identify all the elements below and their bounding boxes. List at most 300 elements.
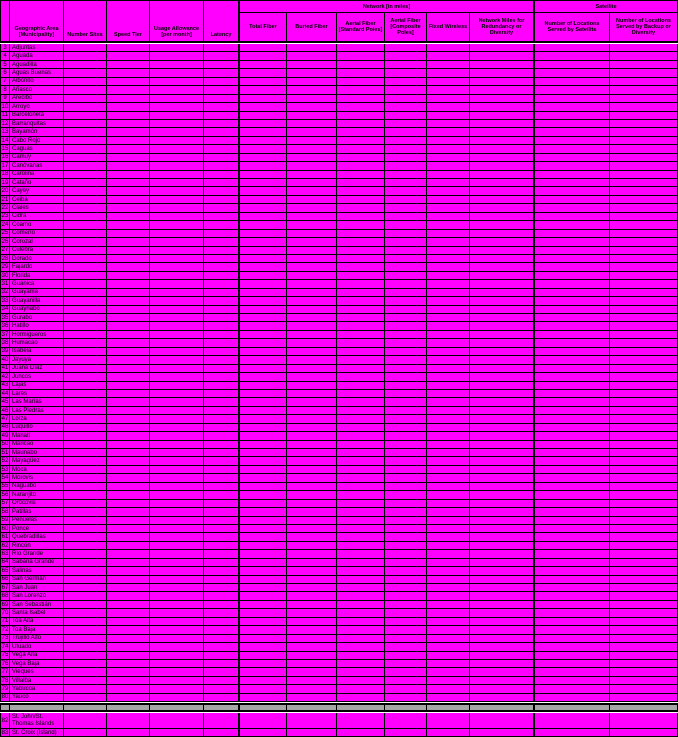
data-cell[interactable]: [337, 145, 385, 152]
data-cell[interactable]: [610, 263, 678, 270]
data-cell[interactable]: [204, 348, 240, 355]
municipality-cell[interactable]: Gurabo: [10, 314, 64, 321]
data-cell[interactable]: [204, 415, 240, 422]
data-cell[interactable]: [287, 584, 337, 591]
data-cell[interactable]: [427, 635, 470, 642]
data-cell[interactable]: [204, 652, 240, 659]
data-cell[interactable]: [427, 95, 470, 102]
data-cell[interactable]: [107, 78, 150, 85]
data-cell[interactable]: [610, 69, 678, 76]
data-cell[interactable]: [535, 221, 610, 228]
data-cell[interactable]: [470, 601, 535, 608]
data-cell[interactable]: [610, 415, 678, 422]
data-cell[interactable]: [240, 137, 287, 144]
data-cell[interactable]: [385, 238, 427, 245]
row-number-cell[interactable]: 47: [1, 415, 9, 422]
data-cell[interactable]: [427, 112, 470, 119]
data-cell[interactable]: [610, 247, 678, 254]
data-cell[interactable]: [287, 415, 337, 422]
data-cell[interactable]: [204, 474, 240, 481]
data-cell[interactable]: [64, 533, 107, 540]
data-cell[interactable]: [470, 382, 535, 389]
data-cell[interactable]: [64, 705, 107, 710]
data-cell[interactable]: [610, 668, 678, 675]
data-cell[interactable]: [385, 415, 427, 422]
data-cell[interactable]: [204, 432, 240, 439]
data-cell[interactable]: [150, 297, 204, 304]
data-cell[interactable]: [470, 550, 535, 557]
row-number-cell[interactable]: 21: [1, 196, 9, 203]
data-cell[interactable]: [204, 297, 240, 304]
data-cell[interactable]: [535, 103, 610, 110]
data-cell[interactable]: [385, 373, 427, 380]
data-cell[interactable]: [150, 592, 204, 599]
row-number-cell[interactable]: 26: [1, 238, 9, 245]
data-cell[interactable]: [204, 314, 240, 321]
data-cell[interactable]: [470, 466, 535, 473]
data-cell[interactable]: [240, 322, 287, 329]
data-cell[interactable]: [610, 592, 678, 599]
data-cell[interactable]: [610, 729, 678, 736]
data-cell[interactable]: [150, 618, 204, 625]
data-cell[interactable]: [64, 145, 107, 152]
column-header-speed_tier[interactable]: Speed Tier: [107, 1, 150, 41]
data-cell[interactable]: [610, 398, 678, 405]
data-cell[interactable]: [240, 705, 287, 710]
data-cell[interactable]: [287, 517, 337, 524]
data-cell[interactable]: [64, 44, 107, 51]
data-cell[interactable]: [385, 449, 427, 456]
data-cell[interactable]: [337, 162, 385, 169]
municipality-cell[interactable]: Orocovis: [10, 500, 64, 507]
data-cell[interactable]: [287, 407, 337, 414]
data-cell[interactable]: [150, 187, 204, 194]
municipality-cell[interactable]: Aguas Buenas: [10, 69, 64, 76]
data-cell[interactable]: [150, 382, 204, 389]
data-cell[interactable]: [240, 238, 287, 245]
data-cell[interactable]: [337, 137, 385, 144]
data-cell[interactable]: [470, 407, 535, 414]
data-cell[interactable]: [240, 120, 287, 127]
data-cell[interactable]: [610, 306, 678, 313]
data-cell[interactable]: [610, 78, 678, 85]
data-cell[interactable]: [287, 204, 337, 211]
data-cell[interactable]: [150, 407, 204, 414]
row-number-cell[interactable]: 61: [1, 534, 9, 541]
data-cell[interactable]: [337, 78, 385, 85]
data-cell[interactable]: [204, 407, 240, 414]
data-cell[interactable]: [385, 729, 427, 736]
data-cell[interactable]: [150, 120, 204, 127]
municipality-cell[interactable]: Guayama: [10, 289, 64, 296]
data-cell[interactable]: [240, 171, 287, 178]
data-cell[interactable]: [204, 247, 240, 254]
data-cell[interactable]: [427, 120, 470, 127]
data-cell[interactable]: [240, 601, 287, 608]
data-cell[interactable]: [427, 196, 470, 203]
municipality-cell[interactable]: Comerío: [10, 230, 64, 237]
data-cell[interactable]: [287, 196, 337, 203]
row-number-cell[interactable]: 50: [1, 441, 9, 448]
data-cell[interactable]: [427, 373, 470, 380]
municipality-cell[interactable]: Isabela: [10, 348, 64, 355]
data-cell[interactable]: [287, 221, 337, 228]
data-cell[interactable]: [107, 592, 150, 599]
data-cell[interactable]: [204, 483, 240, 490]
row-number-cell[interactable]: 71: [1, 618, 9, 625]
data-cell[interactable]: [535, 162, 610, 169]
data-cell[interactable]: [204, 705, 240, 710]
data-cell[interactable]: [427, 677, 470, 684]
data-cell[interactable]: [427, 162, 470, 169]
data-cell[interactable]: [470, 365, 535, 372]
data-cell[interactable]: [470, 263, 535, 270]
data-cell[interactable]: [150, 517, 204, 524]
data-cell[interactable]: [535, 601, 610, 608]
data-cell[interactable]: [610, 61, 678, 68]
data-cell[interactable]: [240, 559, 287, 566]
data-cell[interactable]: [64, 187, 107, 194]
data-cell[interactable]: [64, 609, 107, 616]
row-number-cell[interactable]: 74: [1, 643, 9, 650]
data-cell[interactable]: [427, 238, 470, 245]
data-cell[interactable]: [107, 432, 150, 439]
data-cell[interactable]: [385, 179, 427, 186]
data-cell[interactable]: [107, 154, 150, 161]
data-cell[interactable]: [204, 601, 240, 608]
data-cell[interactable]: [150, 230, 204, 237]
data-cell[interactable]: [385, 263, 427, 270]
data-cell[interactable]: [64, 398, 107, 405]
data-cell[interactable]: [204, 120, 240, 127]
row-number-cell[interactable]: 58: [1, 508, 9, 515]
data-cell[interactable]: [240, 289, 287, 296]
data-cell[interactable]: [610, 272, 678, 279]
data-cell[interactable]: [610, 525, 678, 532]
data-cell[interactable]: [535, 660, 610, 667]
data-cell[interactable]: [427, 525, 470, 532]
data-cell[interactable]: [240, 567, 287, 574]
column-header-municipality[interactable]: Geographic Area [Municipality]: [10, 1, 64, 41]
data-cell[interactable]: [385, 171, 427, 178]
data-cell[interactable]: [107, 415, 150, 422]
municipality-cell[interactable]: San Juan: [10, 584, 64, 591]
data-cell[interactable]: [610, 154, 678, 161]
data-cell[interactable]: [385, 390, 427, 397]
municipality-cell[interactable]: Peñuelas: [10, 517, 64, 524]
data-cell[interactable]: [427, 592, 470, 599]
data-cell[interactable]: [287, 306, 337, 313]
data-cell[interactable]: [64, 356, 107, 363]
data-cell[interactable]: [610, 179, 678, 186]
row-number-cell[interactable]: 53: [1, 466, 9, 473]
data-cell[interactable]: [337, 356, 385, 363]
row-number-cell[interactable]: 25: [1, 230, 9, 237]
data-cell[interactable]: [535, 542, 610, 549]
data-cell[interactable]: [470, 491, 535, 498]
data-cell[interactable]: [385, 314, 427, 321]
municipality-cell[interactable]: Rincón: [10, 542, 64, 549]
data-cell[interactable]: [385, 204, 427, 211]
data-cell[interactable]: [107, 525, 150, 532]
municipality-cell[interactable]: Humacao: [10, 339, 64, 346]
data-cell[interactable]: [287, 398, 337, 405]
data-cell[interactable]: [337, 171, 385, 178]
data-cell[interactable]: [150, 280, 204, 287]
data-cell[interactable]: [204, 643, 240, 650]
data-cell[interactable]: [385, 660, 427, 667]
data-cell[interactable]: [337, 652, 385, 659]
row-number-cell[interactable]: 17: [1, 162, 9, 169]
data-cell[interactable]: [610, 331, 678, 338]
data-cell[interactable]: [150, 559, 204, 566]
data-cell[interactable]: [427, 52, 470, 59]
data-cell[interactable]: [204, 685, 240, 692]
data-cell[interactable]: [204, 61, 240, 68]
data-cell[interactable]: [240, 713, 287, 728]
data-cell[interactable]: [535, 137, 610, 144]
data-cell[interactable]: [337, 533, 385, 540]
data-cell[interactable]: [470, 280, 535, 287]
data-cell[interactable]: [287, 567, 337, 574]
data-cell[interactable]: [287, 78, 337, 85]
data-cell[interactable]: [287, 322, 337, 329]
row-number-cell[interactable]: 76: [1, 660, 9, 667]
data-cell[interactable]: [427, 69, 470, 76]
data-cell[interactable]: [204, 128, 240, 135]
data-cell[interactable]: [385, 128, 427, 135]
municipality-cell[interactable]: Fajardo: [10, 263, 64, 270]
data-cell[interactable]: [150, 289, 204, 296]
municipality-cell[interactable]: Moca: [10, 466, 64, 473]
data-cell[interactable]: [470, 533, 535, 540]
data-cell[interactable]: [337, 601, 385, 608]
data-cell[interactable]: [287, 550, 337, 557]
data-cell[interactable]: [150, 525, 204, 532]
data-cell[interactable]: [535, 432, 610, 439]
data-cell[interactable]: [150, 306, 204, 313]
data-cell[interactable]: [385, 466, 427, 473]
data-cell[interactable]: [337, 668, 385, 675]
data-cell[interactable]: [240, 263, 287, 270]
data-cell[interactable]: [287, 668, 337, 675]
data-cell[interactable]: [427, 668, 470, 675]
data-cell[interactable]: [107, 483, 150, 490]
data-cell[interactable]: [107, 306, 150, 313]
column-header-satellite_locations[interactable]: Number of Locations Served by Satellite: [535, 13, 610, 41]
data-cell[interactable]: [287, 449, 337, 456]
municipality-cell[interactable]: Juana Díaz: [10, 365, 64, 372]
row-number-cell[interactable]: 10: [1, 103, 9, 110]
data-cell[interactable]: [204, 221, 240, 228]
data-cell[interactable]: [107, 626, 150, 633]
data-cell[interactable]: [610, 44, 678, 51]
data-cell[interactable]: [535, 441, 610, 448]
data-cell[interactable]: [204, 145, 240, 152]
municipality-cell[interactable]: Aguadilla: [10, 61, 64, 68]
data-cell[interactable]: [240, 635, 287, 642]
data-cell[interactable]: [470, 137, 535, 144]
data-cell[interactable]: [470, 289, 535, 296]
data-cell[interactable]: [107, 314, 150, 321]
data-cell[interactable]: [287, 230, 337, 237]
data-cell[interactable]: [610, 120, 678, 127]
data-cell[interactable]: [204, 567, 240, 574]
data-cell[interactable]: [64, 221, 107, 228]
data-cell[interactable]: [240, 441, 287, 448]
data-cell[interactable]: [470, 52, 535, 59]
data-cell[interactable]: [470, 179, 535, 186]
data-cell[interactable]: [427, 263, 470, 270]
data-cell[interactable]: [610, 542, 678, 549]
data-cell[interactable]: [204, 533, 240, 540]
row-number-cell[interactable]: 75: [1, 652, 9, 659]
data-cell[interactable]: [337, 424, 385, 431]
data-cell[interactable]: [107, 128, 150, 135]
data-cell[interactable]: [150, 694, 204, 701]
data-cell[interactable]: [427, 618, 470, 625]
row-number-cell[interactable]: 6: [0, 69, 10, 76]
data-cell[interactable]: [107, 179, 150, 186]
data-cell[interactable]: [470, 635, 535, 642]
data-cell[interactable]: [337, 660, 385, 667]
row-number-cell[interactable]: 15: [1, 145, 9, 152]
data-cell[interactable]: [535, 525, 610, 532]
data-cell[interactable]: [150, 491, 204, 498]
data-cell[interactable]: [337, 297, 385, 304]
row-number-cell[interactable]: 35: [1, 314, 9, 321]
row-number-cell[interactable]: 3: [0, 44, 10, 51]
municipality-cell[interactable]: Cayey: [10, 187, 64, 194]
data-cell[interactable]: [107, 171, 150, 178]
data-cell[interactable]: [337, 407, 385, 414]
data-cell[interactable]: [337, 348, 385, 355]
data-cell[interactable]: [610, 187, 678, 194]
data-cell[interactable]: [240, 500, 287, 507]
data-cell[interactable]: [385, 382, 427, 389]
data-cell[interactable]: [240, 457, 287, 464]
data-cell[interactable]: [535, 592, 610, 599]
data-cell[interactable]: [64, 660, 107, 667]
data-cell[interactable]: [64, 373, 107, 380]
data-cell[interactable]: [240, 95, 287, 102]
data-cell[interactable]: [240, 491, 287, 498]
municipality-cell[interactable]: Juncos: [10, 373, 64, 380]
data-cell[interactable]: [107, 694, 150, 701]
data-cell[interactable]: [64, 103, 107, 110]
data-cell[interactable]: [610, 238, 678, 245]
data-cell[interactable]: [385, 297, 427, 304]
data-cell[interactable]: [150, 255, 204, 262]
data-cell[interactable]: [107, 213, 150, 220]
data-cell[interactable]: [427, 517, 470, 524]
column-header-redundancy_miles[interactable]: Network Miles for Redundancy or Diversity: [470, 13, 535, 41]
data-cell[interactable]: [150, 474, 204, 481]
data-cell[interactable]: [427, 652, 470, 659]
data-cell[interactable]: [535, 255, 610, 262]
data-cell[interactable]: [610, 635, 678, 642]
data-cell[interactable]: [427, 390, 470, 397]
municipality-cell[interactable]: Guaynabo: [10, 306, 64, 313]
data-cell[interactable]: [150, 601, 204, 608]
data-cell[interactable]: [470, 542, 535, 549]
data-cell[interactable]: [287, 652, 337, 659]
data-cell[interactable]: [150, 449, 204, 456]
data-cell[interactable]: [427, 508, 470, 515]
data-cell[interactable]: [337, 221, 385, 228]
data-cell[interactable]: [107, 289, 150, 296]
data-cell[interactable]: [427, 559, 470, 566]
data-cell[interactable]: [150, 626, 204, 633]
data-cell[interactable]: [150, 221, 204, 228]
data-cell[interactable]: [385, 705, 427, 710]
data-cell[interactable]: [337, 390, 385, 397]
data-cell[interactable]: [107, 86, 150, 93]
data-cell[interactable]: [240, 255, 287, 262]
data-cell[interactable]: [610, 533, 678, 540]
data-cell[interactable]: [535, 576, 610, 583]
data-cell[interactable]: [287, 525, 337, 532]
row-number-cell[interactable]: 83: [1, 729, 9, 736]
data-cell[interactable]: [150, 635, 204, 642]
data-cell[interactable]: [240, 517, 287, 524]
data-cell[interactable]: [385, 424, 427, 431]
data-cell[interactable]: [287, 213, 337, 220]
data-cell[interactable]: [610, 280, 678, 287]
data-cell[interactable]: [337, 331, 385, 338]
data-cell[interactable]: [107, 373, 150, 380]
data-cell[interactable]: [427, 500, 470, 507]
data-cell[interactable]: [535, 128, 610, 135]
data-cell[interactable]: [427, 339, 470, 346]
data-cell[interactable]: [610, 407, 678, 414]
data-cell[interactable]: [470, 162, 535, 169]
data-cell[interactable]: [204, 255, 240, 262]
municipality-cell[interactable]: Barceloneta: [10, 112, 64, 119]
municipality-cell[interactable]: Carolina: [10, 171, 64, 178]
data-cell[interactable]: [385, 95, 427, 102]
data-cell[interactable]: [240, 533, 287, 540]
data-cell[interactable]: [204, 677, 240, 684]
data-cell[interactable]: [240, 52, 287, 59]
data-cell[interactable]: [610, 365, 678, 372]
data-cell[interactable]: [150, 137, 204, 144]
data-cell[interactable]: [470, 61, 535, 68]
data-cell[interactable]: [337, 69, 385, 76]
municipality-cell[interactable]: Caguas: [10, 145, 64, 152]
data-cell[interactable]: [240, 154, 287, 161]
data-cell[interactable]: [427, 297, 470, 304]
data-cell[interactable]: [107, 322, 150, 329]
municipality-cell[interactable]: Florida: [10, 272, 64, 279]
data-cell[interactable]: [64, 550, 107, 557]
data-cell[interactable]: [107, 660, 150, 667]
data-cell[interactable]: [240, 576, 287, 583]
data-cell[interactable]: [240, 348, 287, 355]
row-number-cell[interactable]: 14: [1, 137, 9, 144]
data-cell[interactable]: [150, 322, 204, 329]
data-cell[interactable]: [64, 592, 107, 599]
data-cell[interactable]: [107, 713, 150, 728]
data-cell[interactable]: [535, 238, 610, 245]
data-cell[interactable]: [107, 533, 150, 540]
municipality-cell[interactable]: Adjuntas: [10, 44, 64, 51]
data-cell[interactable]: [535, 729, 610, 736]
data-cell[interactable]: [204, 441, 240, 448]
column-header-aerial_fiber_standard[interactable]: Aerial Fiber [Standard Poles]: [337, 13, 385, 41]
municipality-cell[interactable]: Santa Isabel: [10, 609, 64, 616]
data-cell[interactable]: [470, 483, 535, 490]
